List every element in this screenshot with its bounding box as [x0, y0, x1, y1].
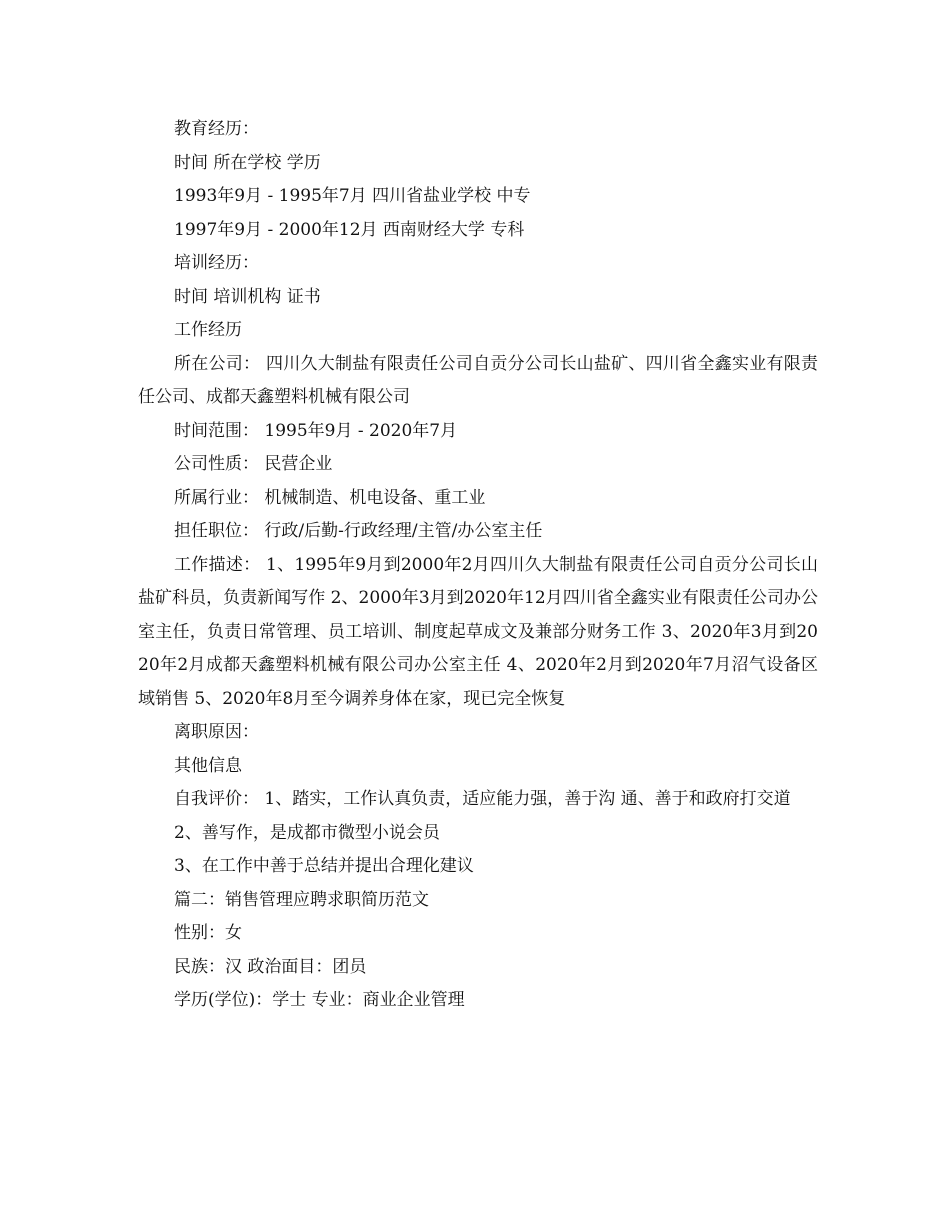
company-paragraph: 所在公司： 四川久大制盐有限责任公司自贡分公司长山盐矿、四川省全鑫实业有限责任公司、成都天鑫塑料机械有限公司 — [138, 353, 818, 407]
gender: 性别：女 — [174, 923, 242, 943]
other-info-heading: 其他信息 — [174, 755, 242, 776]
time-range: 时间范围： 1995年9月 - 2020年7月 — [174, 420, 458, 441]
education-columns: 时间 所在学校 学历 — [174, 152, 321, 173]
position: 担任职位： 行政/后勤-行政经理/主管/办公室主任 — [174, 521, 543, 541]
degree-major: 学历(学位)：学士 专业：商业企业管理 — [174, 990, 465, 1010]
industry: 所属行业： 机械制造、机电设备、重工业 — [174, 487, 486, 508]
section-two-title: 篇二：销售管理应聘求职简历范文 — [174, 889, 429, 910]
document-page — [138, 113, 818, 1018]
self-evaluation-item-3: 3、在工作中善于总结并提出合理化建议 — [174, 856, 474, 876]
education-entry-2: 1997年9月 - 2000年12月 西南财经大学 专科 — [174, 219, 525, 240]
work-heading: 工作经历 — [174, 320, 242, 340]
education-heading: 教育经历： — [174, 119, 259, 139]
ethnicity-political: 民族：汉 政治面目：团员 — [174, 956, 367, 977]
self-evaluation-item-2: 2、善写作，是成都市微型小说会员 — [174, 822, 440, 843]
work-description: 工作描述： 1、1995年9月到2000年2月四川久大制盐有限责任公司自贡分公司长山盐矿科员，负责新闻写作 2、2000年3月到2020年12月四川省全鑫实业有限责任公司办公室主任，负责日常管理、员工培训、制度起草成文及兼部分财务工作 3、2020年3月到2020年2月成都天鑫塑料机械有限公司办公室主任 4、2020年2月到2020年7月沼气设备区域销售 5、2020年8月至今调养身体在家，现已完全恢复 — [138, 554, 818, 709]
company-nature: 公司性质： 民营企业 — [174, 454, 333, 474]
leave-reason: 离职原因： — [174, 722, 259, 742]
self-evaluation: 自我评价： 1、踏实，工作认真负责，适应能力强，善于沟 通、善于和政府打交道 — [174, 789, 791, 809]
training-columns: 时间 培训机构 证书 — [174, 286, 321, 307]
training-heading: 培训经历： — [174, 253, 259, 273]
education-entry-1: 1993年9月 - 1995年7月 四川省盐业学校 中专 — [174, 186, 531, 206]
